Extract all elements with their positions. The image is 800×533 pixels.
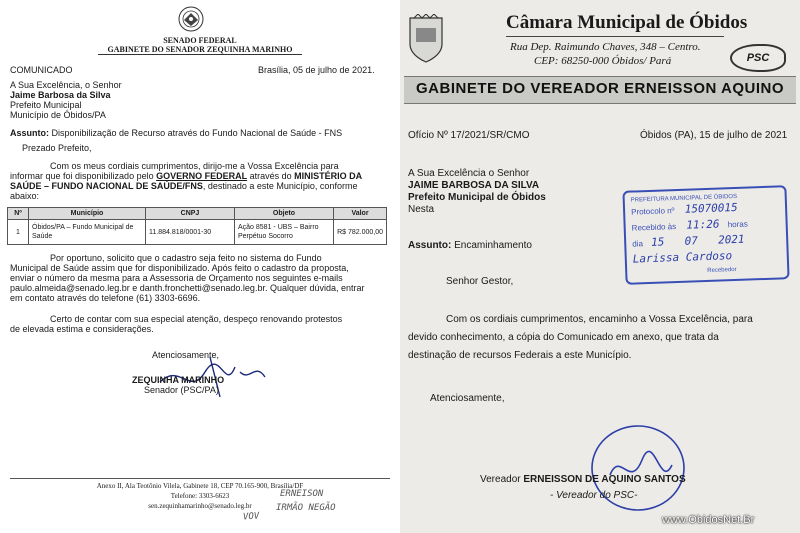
closing: Atenciosamente, [430, 393, 505, 404]
council-divider [506, 36, 724, 37]
obidos-crest-icon [406, 14, 446, 64]
para2-line-4: paulo.almeida@senado.leg.br e danth.fronchetti@senado.leg.br. Qualquer dúvida, entrar [10, 283, 365, 293]
subject-line [10, 128, 342, 139]
table-cell: Ação 8581 - UBS – Bairro Perpétuo Socorro [235, 220, 334, 245]
stamp-date-row [632, 232, 745, 250]
receipt-stamp [622, 185, 789, 285]
table-header-cell: Município [29, 208, 146, 220]
stamp-day-label: dia [632, 239, 644, 249]
recipient-name: Jaime Barbosa da Silva [10, 90, 111, 100]
table-header-cell: CNPJ [146, 208, 235, 220]
handwritten-note-line-1: ERNEISON [280, 489, 324, 499]
subject-line [408, 240, 532, 251]
psc-logo-text: PSC [746, 52, 770, 64]
para1-line-3: SAÚDE – FUNDO NACIONAL DE SAÚDE/FNS, destinado a este Município, conforme [10, 181, 358, 191]
signer-line: Vereador ERNEISSON DE AQUINO SANTOS [480, 474, 686, 485]
footer-email: sen.zequinhamarinho@senado.leg.br [148, 502, 252, 510]
stamp-protocol-row [630, 200, 738, 218]
doc-type: COMUNICADO [10, 65, 73, 75]
stamp-header: PREFEITURA MUNICIPAL DE ÓBIDOS [630, 193, 738, 204]
psc-logo [730, 44, 786, 72]
address-line-2: CEP: 68250-000 Óbidos/ Pará [534, 55, 672, 67]
recipient-line-1: A Sua Excelência, o Senhor [10, 80, 122, 90]
address-line-1: Rua Dep. Raimundo Chaves, 348 – Centro. [510, 41, 701, 53]
body-line-1: Com os cordiais cumprimentos, encaminho a Vossa Excelência, para [446, 314, 753, 325]
recipient-line-1: A Sua Excelência o Senhor [408, 168, 530, 179]
table-header-cell: Valor [334, 208, 387, 220]
table-row [8, 220, 387, 245]
recipient-municipality: Município de Óbidos/PA [10, 110, 106, 120]
recipient-role: Prefeito Municipal [10, 100, 82, 110]
table-cell: Óbidos/PA – Fundo Municipal de Saúde [29, 220, 146, 245]
header-divider [98, 54, 302, 55]
stamp-protocol-value: 15070015 [684, 200, 738, 216]
body-line-2: devido conhecimento, a cópia do Comunicado em anexo, que trata da [408, 332, 719, 343]
table-header-cell: Objeto [235, 208, 334, 220]
para2-line-3: enviar o número da mesma para a Assessoria de Orçamento nos seguintes e-mails [10, 273, 343, 283]
office-name: GABINETE DO SENADOR ZEQUINHA MARINHO [107, 45, 293, 54]
footer-divider [10, 478, 390, 479]
stamp-receiver-handwriting: Larissa Cardoso [632, 249, 733, 266]
signer-party: - Vereador do PSC- [550, 490, 638, 501]
subject-label: Assunto: [10, 128, 49, 138]
senado-seal-icon [178, 6, 204, 32]
subject-label: Assunto: [408, 240, 452, 251]
para3-line-2: de elevada estima e considerações. [10, 324, 154, 334]
date-line: Óbidos (PA), 15 de julho de 2021 [640, 130, 788, 141]
watermark: www.ObidosNet.Br [662, 514, 755, 526]
table-header-cell: Nº [8, 208, 29, 220]
salutation: Prezado Prefeito, [22, 143, 92, 153]
para1-line-1: Com os meus cordiais cumprimentos, dirijo-me a Vossa Excelência para [50, 161, 339, 171]
para2-line-2: Municipal de Saúde assim que for disponibilizado. Após feito o cadastro da proposta, [10, 263, 349, 273]
fund-table [7, 207, 387, 245]
table-cell: R$ 782.000,00 [334, 220, 387, 245]
closing: Atenciosamente, [152, 350, 220, 360]
institution-name: SENADO FEDERAL [163, 36, 237, 45]
stamp-footer: Recebedor [707, 266, 737, 274]
para2-line-5: em contato através do telefone (61) 3303-6696. [10, 293, 201, 303]
salutation: Senhor Gestor, [446, 276, 514, 287]
stamp-received-label: Recebido às [631, 222, 677, 233]
stamp-month-value: 07 [684, 234, 699, 248]
table-cell: 11.884.818/0001-30 [146, 220, 235, 245]
stamp-day-value: 15 [650, 235, 665, 249]
footer-address: Anexo II, Ala Teotônio Vilela, Gabinete 18, CEP 70.165-900, Brasília/DF [96, 482, 304, 490]
footer-phone: Telefone: 3303-6623 [170, 492, 230, 500]
table-cell: 1 [8, 220, 29, 245]
signer-title: Senador (PSC/PA) [144, 385, 219, 395]
stamp-year-value: 2021 [717, 232, 745, 247]
table-header-row [8, 208, 387, 220]
office-band-title: GABINETE DO VEREADOR ERNEISSON AQUINO [416, 80, 784, 97]
subject-text: Disponibilização de Recurso através do Fundo Nacional de Saúde - FNS [51, 128, 343, 138]
stamp-received-row [632, 219, 748, 234]
para1-line-4: abaixo: [10, 191, 40, 201]
subject-text: Encaminhamento [454, 240, 532, 251]
handwritten-note-line-2: IRMÃO NEGÃO [276, 503, 336, 513]
council-name: Câmara Municipal de Óbidos [506, 12, 748, 33]
stamp-received-value: 11:26 [686, 217, 720, 232]
para2-line-1: Por oportuno, solicito que o cadastro seja feito no sistema do Fundo [50, 253, 322, 263]
handwritten-mark: VOV [242, 511, 260, 523]
date-line: Brasília, 05 de julho de 2021. [258, 65, 375, 75]
recipient-locale: Nesta [408, 204, 435, 215]
para1-line-2: informar que foi disponibilizado pelo GOVERNO FEDERAL através do MINISTÉRIO DA [10, 171, 363, 181]
stamp-protocol-label: Protocolo nº [630, 206, 675, 217]
body-line-3: destinação de recursos Federais a este Município. [408, 350, 632, 361]
recipient-role: Prefeito Municipal de Óbidos [408, 192, 546, 203]
para3-line-1: Certo de contar com sua especial atenção, despeço renovando protestos [50, 314, 343, 324]
signer-name: ZEQUINHA MARINHO [132, 375, 225, 385]
doc-number: Ofício Nº 17/2021/SR/CMO [408, 130, 530, 141]
stamp-hours-label: horas [727, 219, 748, 230]
recipient-name: JAIME BARBOSA DA SILVA [408, 180, 540, 191]
